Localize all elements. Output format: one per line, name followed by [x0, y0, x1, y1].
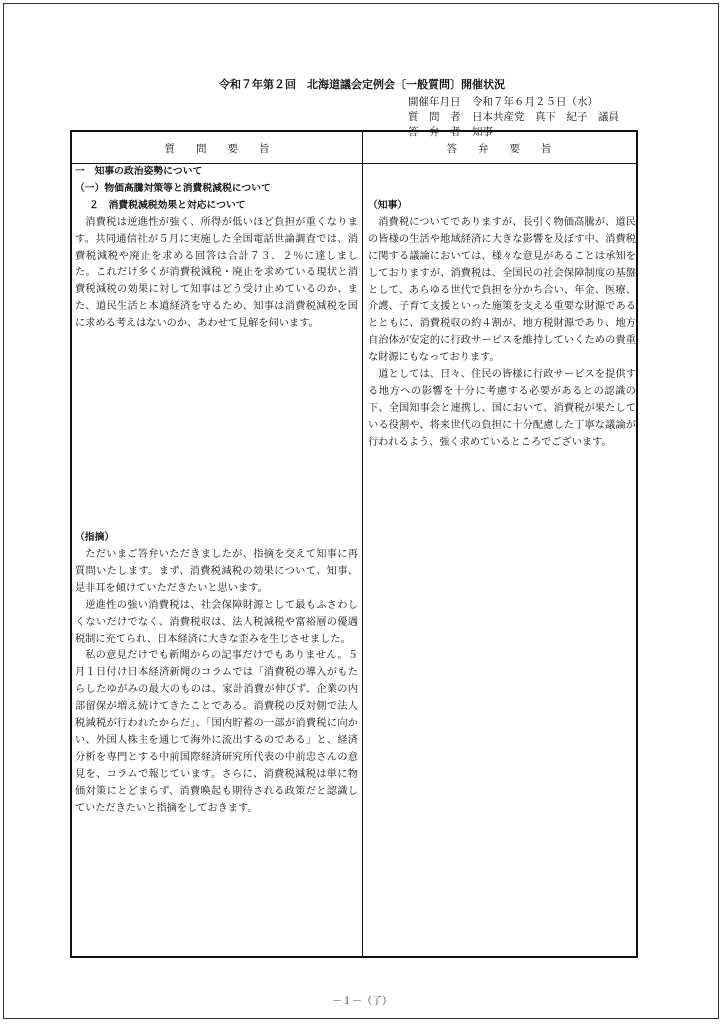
remark-heading: （指摘） — [75, 532, 115, 544]
meta-questioner-row — [408, 110, 619, 125]
question-paragraph: 消費税は逆進性が強く、所得が低いほど負担が重くなります。共同通信社が５月に実施した全国電話世論調査では、消費税減税や廃止を求める回答は合計７３．２％に達しました。これだけ多くが消費税減税・廃止を求めている現状と消費税減税の効果に対して知事はどう受け止めているのか、また、道民生活と本道経済を守るため、知事は消費税減税を国に求める考えはないのか、あわせて見解を伺います。 — [75, 216, 358, 330]
meta-questioner-value: 日本共産党 真下 紀子 議員 — [472, 111, 619, 123]
question-heading-level3: ２ 消費税減税効果と対応について — [89, 199, 246, 211]
meta-date-row — [408, 95, 619, 110]
question-column — [75, 164, 358, 817]
remark-paragraph-3: 私の意見だけでも新聞からの記事だけでもありません。５月１日付け日本経済新聞のコラムでは「消費税の導入がもたらしたゆがみの最大のものは、家計消費が伸びず、企業の内部留保が増え続けてきたことである。消費税の反対側で法人税減税が行われたからだ」、「国内貯蓄の一部が消費税に向かい、外国人株主を通じて海外に流出するのである」と、経済分析を専門とする中前国際経済研究所代表の中前忠さんの意見を、コラムで報じています。さらに、消費税減税は単に物価対策にとどまらず、消費喚起も期待される政策だと認識していただきたいと指摘をしておきます。 — [75, 650, 358, 814]
answer-paragraph-2: 道としては、日々、住民の皆様に行政サービスを提供する地方への影響を十分に考慮する必要があるとの認識の下、全国知事会と連携し、国において、消費税が果たしている役割や、将来世代の負担に十分配慮した丁寧な議論が行われるよう、強く求めているところでございます。 — [368, 369, 636, 448]
answer-heading: （知事） — [368, 200, 408, 211]
question-gap — [75, 333, 358, 530]
meta-respondent-value: 知事 — [472, 126, 493, 138]
answer-paragraph-1: 消費税についてでありますが、長引く物価高騰が、道民の皆様の生活や地域経済に大きな影響を及ぼす中、消費税に関する議論においては、様々な意見があることは承知をしておりますが、消費税は、全国民の社会保障制度の基盤として、あらゆる世代で負担を分かち合い、年金、医療、介護、子育て支援といった施策を支える重要な財源であるとともに、消費税収の約４割が、地方税財源であり、地方自治体が安定的に行政サービスを維持していくための貴重な財源にもなっております。 — [368, 216, 636, 364]
meta-questioner-label: 質 問 者 — [408, 111, 461, 123]
table-header — [72, 132, 636, 164]
page-number: －１－（了） — [332, 996, 392, 1007]
meta-respondent-label: 答 弁 者 — [408, 126, 461, 138]
meta-date-label: 開催年月日 — [408, 96, 461, 108]
remark-paragraph-2: 逆進性の強い消費税は、社会保障財源として最もふさわしくないだけでなく、消費税収は、法人税減税や富裕層の優遇税制に充てられ、日本経済に大きな歪みを生じさせました。 — [75, 599, 358, 645]
qa-table — [70, 130, 638, 958]
answer-column-header: 答 弁 要 旨 — [446, 143, 552, 155]
document-title: 令和７年第２回 北海道議会定例会〔一般質問〕開催状況 — [219, 78, 505, 91]
meta-date-value: 令和７年６月２５日（水） — [472, 96, 598, 108]
remark-paragraph-1: ただいまご答弁いただきましたが、指摘を交えて知事に再質問いたします。まず、消費税減税の効果について、知事、是非耳を傾けていただきたいと思います。 — [75, 548, 358, 594]
answer-column — [368, 164, 636, 452]
question-heading-level1: 一 知事の政治姿勢について — [75, 166, 203, 177]
column-divider — [362, 132, 363, 956]
question-heading-level2: （一）物価高騰対策等と消費税減税について — [75, 182, 271, 194]
answer-gap — [368, 164, 636, 198]
question-column-header: 質 問 要 旨 — [164, 143, 270, 155]
